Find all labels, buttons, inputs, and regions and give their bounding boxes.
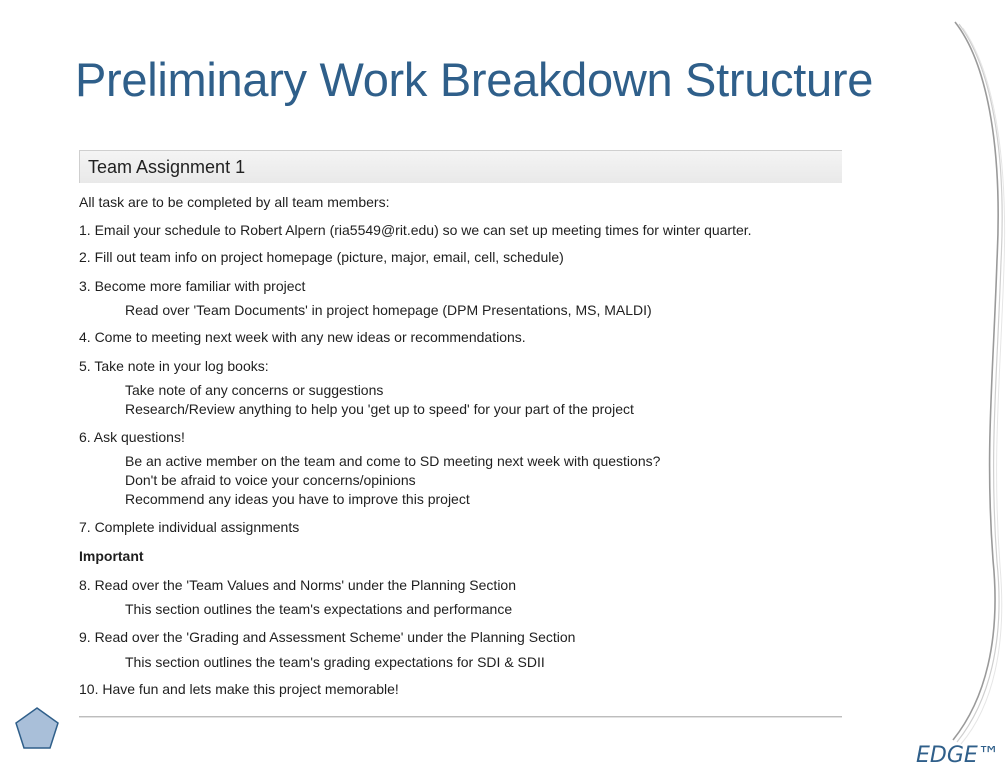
page-curl-decoration	[945, 0, 1008, 756]
task-subitem: Be an active member on the team and come to SD meeting next week with questions?	[125, 453, 661, 469]
assignment-panel	[79, 150, 842, 697]
task-item: 9. Read over the 'Grading and Assessment Scheme' under the Planning Section	[79, 629, 576, 645]
task-item: 1. Email your schedule to Robert Alpern (ria5549@rit.edu) so we can set up meeting times for winter quarter.	[79, 222, 752, 238]
task-subitem: Take note of any concerns or suggestions	[125, 382, 384, 398]
bottom-divider	[79, 716, 842, 718]
task-item: 10. Have fun and lets make this project memorable!	[79, 681, 399, 697]
slide-title: Preliminary Work Breakdown Structure	[75, 53, 874, 106]
edge-trademark: EDGE™	[916, 743, 1000, 768]
task-item: 2. Fill out team info on project homepage (picture, major, email, cell, schedule)	[79, 249, 564, 265]
task-item: 5. Take note in your log books:	[79, 358, 269, 374]
task-subitem: Research/Review anything to help you 'get up to speed' for your part of the project	[125, 401, 634, 417]
task-item: 6. Ask questions!	[79, 429, 185, 445]
task-item: 3. Become more familiar with project	[79, 278, 306, 294]
pentagon-icon	[14, 706, 60, 750]
task-subitem: Recommend any ideas you have to improve this project	[125, 491, 470, 507]
intro-text: All task are to be completed by all team members:	[79, 194, 390, 210]
task-item: 7. Complete individual assignments	[79, 519, 300, 535]
task-subitem: This section outlines the team's expectations and performance	[125, 601, 513, 617]
important-heading: Important	[79, 548, 144, 564]
task-item: 4. Come to meeting next week with any new ideas or recommendations.	[79, 329, 526, 345]
task-item: 8. Read over the 'Team Values and Norms' under the Planning Section	[79, 577, 517, 593]
assignment-header: Team Assignment 1	[79, 150, 842, 183]
task-subitem: This section outlines the team's grading expectations for SDI & SDII	[125, 654, 545, 670]
task-subitem: Don't be afraid to voice your concerns/opinions	[125, 472, 416, 488]
task-subitem: Read over 'Team Documents' in project homepage (DPM Presentations, MS, MALDI)	[125, 302, 652, 318]
